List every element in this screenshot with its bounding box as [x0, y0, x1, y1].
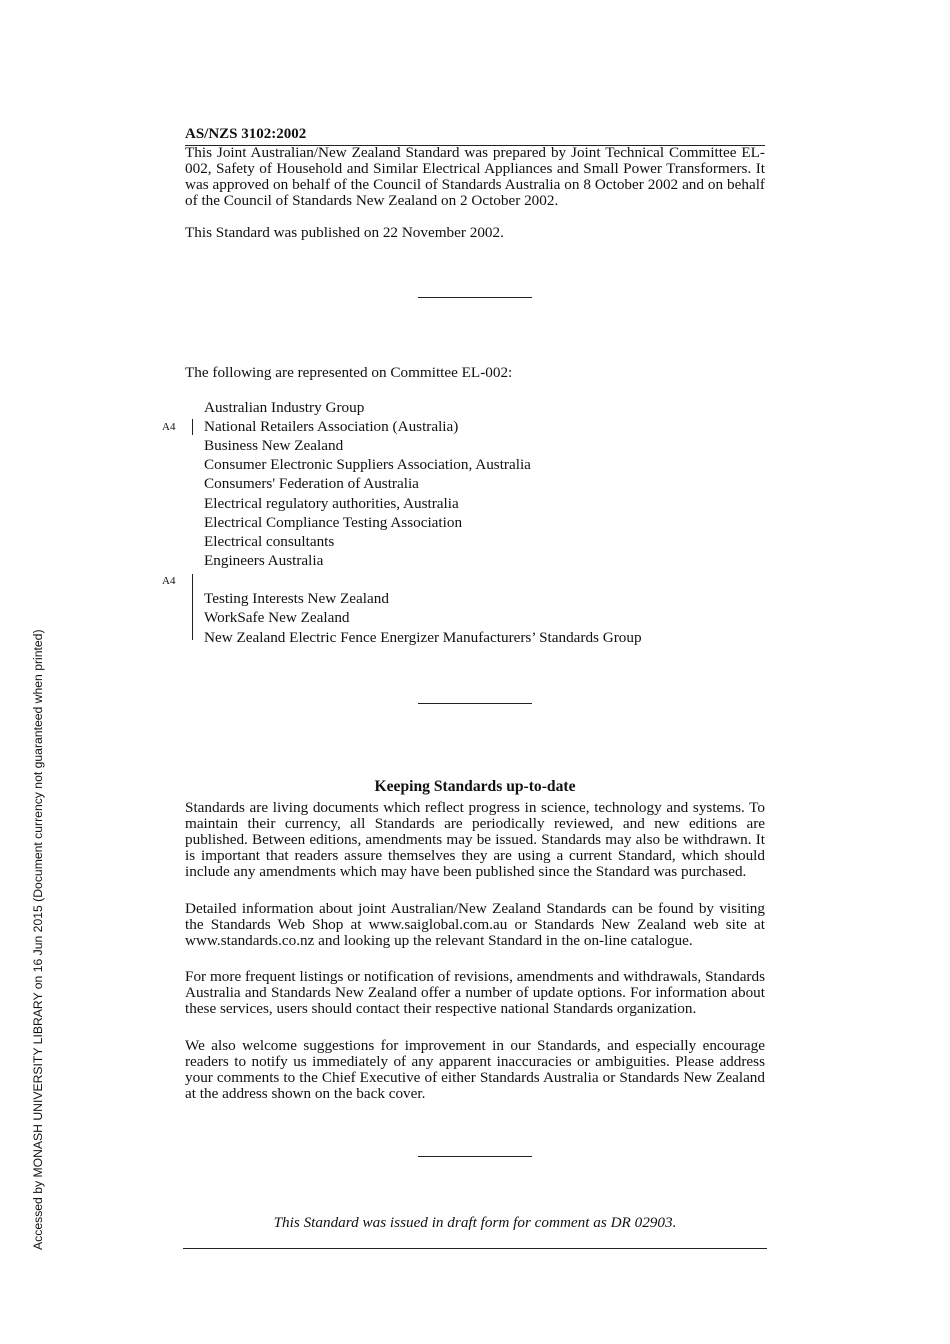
draft-note: This Standard was issued in draft form for comment as DR 02903.	[273, 1214, 677, 1231]
amendment-mark: A4	[162, 421, 176, 433]
standard-code: AS/NZS 3102:2002	[185, 126, 307, 142]
section-title: Keeping Standards up-to-date	[374, 778, 576, 795]
footer-rule	[183, 1248, 767, 1249]
committee-member: Business New Zealand	[204, 437, 344, 454]
publication-date-statement: This Standard was published on 22 November 2002.	[185, 224, 504, 241]
preparation-statement: This Joint Australian/New Zealand Standard was prepared by Joint Technical Committee EL-002, Safety of Household and Similar Electrical Appliances and Small Power Transformers. It was approved on behalf of the Council of Standards Australia on 8 October 2002 and on behalf of the Council of Standards New Zealand on 2 October 2002.	[185, 144, 765, 209]
committee-member: Electrical Compliance Testing Association	[204, 514, 463, 531]
paragraph: For more frequent listings or notification of revisions, amendments and withdrawals, Standards Australia and Standards New Zealand offer a number of update options. For information about these services, users should contact their respective national Standards organization.	[185, 968, 765, 1017]
committee-member: New Zealand Electric Fence Energizer Manufacturers’ Standards Group	[204, 629, 642, 646]
section-divider	[418, 297, 532, 298]
committee-member: WorkSafe New Zealand	[204, 609, 350, 626]
paragraph: Detailed information about joint Australian/New Zealand Standards can be found by visiting the Standards Web Shop at www.saiglobal.com.au or Standards New Zealand web site at www.standards.co.nz and looking up the relevant Standard in the on-line catalogue.	[185, 900, 765, 949]
committee-member: Electrical regulatory authorities, Australia	[204, 495, 459, 512]
paragraph: We also welcome suggestions for improvement in our Standards, and especially encourage readers to notify us immediately of any apparent inaccuracies or ambiguities. Please address your comments to the Chief Executive of either Standards Australia or Standards New Zealand at the address shown on the back cover.	[185, 1037, 765, 1102]
section-divider	[418, 1156, 532, 1157]
committee-intro: The following are represented on Committee EL-002:	[185, 364, 513, 381]
amendment-bar	[192, 419, 193, 435]
amendment-mark: A4	[162, 575, 176, 587]
committee-member: Consumers' Federation of Australia	[204, 475, 419, 492]
committee-member: National Retailers Association (Australia)	[204, 418, 459, 435]
access-watermark-note: Accessed by MONASH UNIVERSITY LIBRARY on 16 Jun 2015 (Document currency not guaranteed when printed)	[31, 629, 45, 1250]
amendment-bar	[192, 574, 193, 640]
committee-member: Engineers Australia	[204, 552, 324, 569]
committee-member: Electrical consultants	[204, 533, 335, 550]
paragraph: Standards are living documents which reflect progress in science, technology and systems. To maintain their currency, all Standards are periodically reviewed, and new editions are published. Between editions, amendments may be issued. Standards may also be withdrawn. It is important that readers assure themselves they are using a current Standard, which should include any amendments which may have been published since the Standard was purchased.	[185, 799, 765, 880]
committee-member: Australian Industry Group	[204, 399, 365, 416]
committee-member: Consumer Electronic Suppliers Association, Australia	[204, 456, 531, 473]
committee-member: Testing Interests New Zealand	[204, 590, 389, 607]
section-divider	[418, 703, 532, 704]
